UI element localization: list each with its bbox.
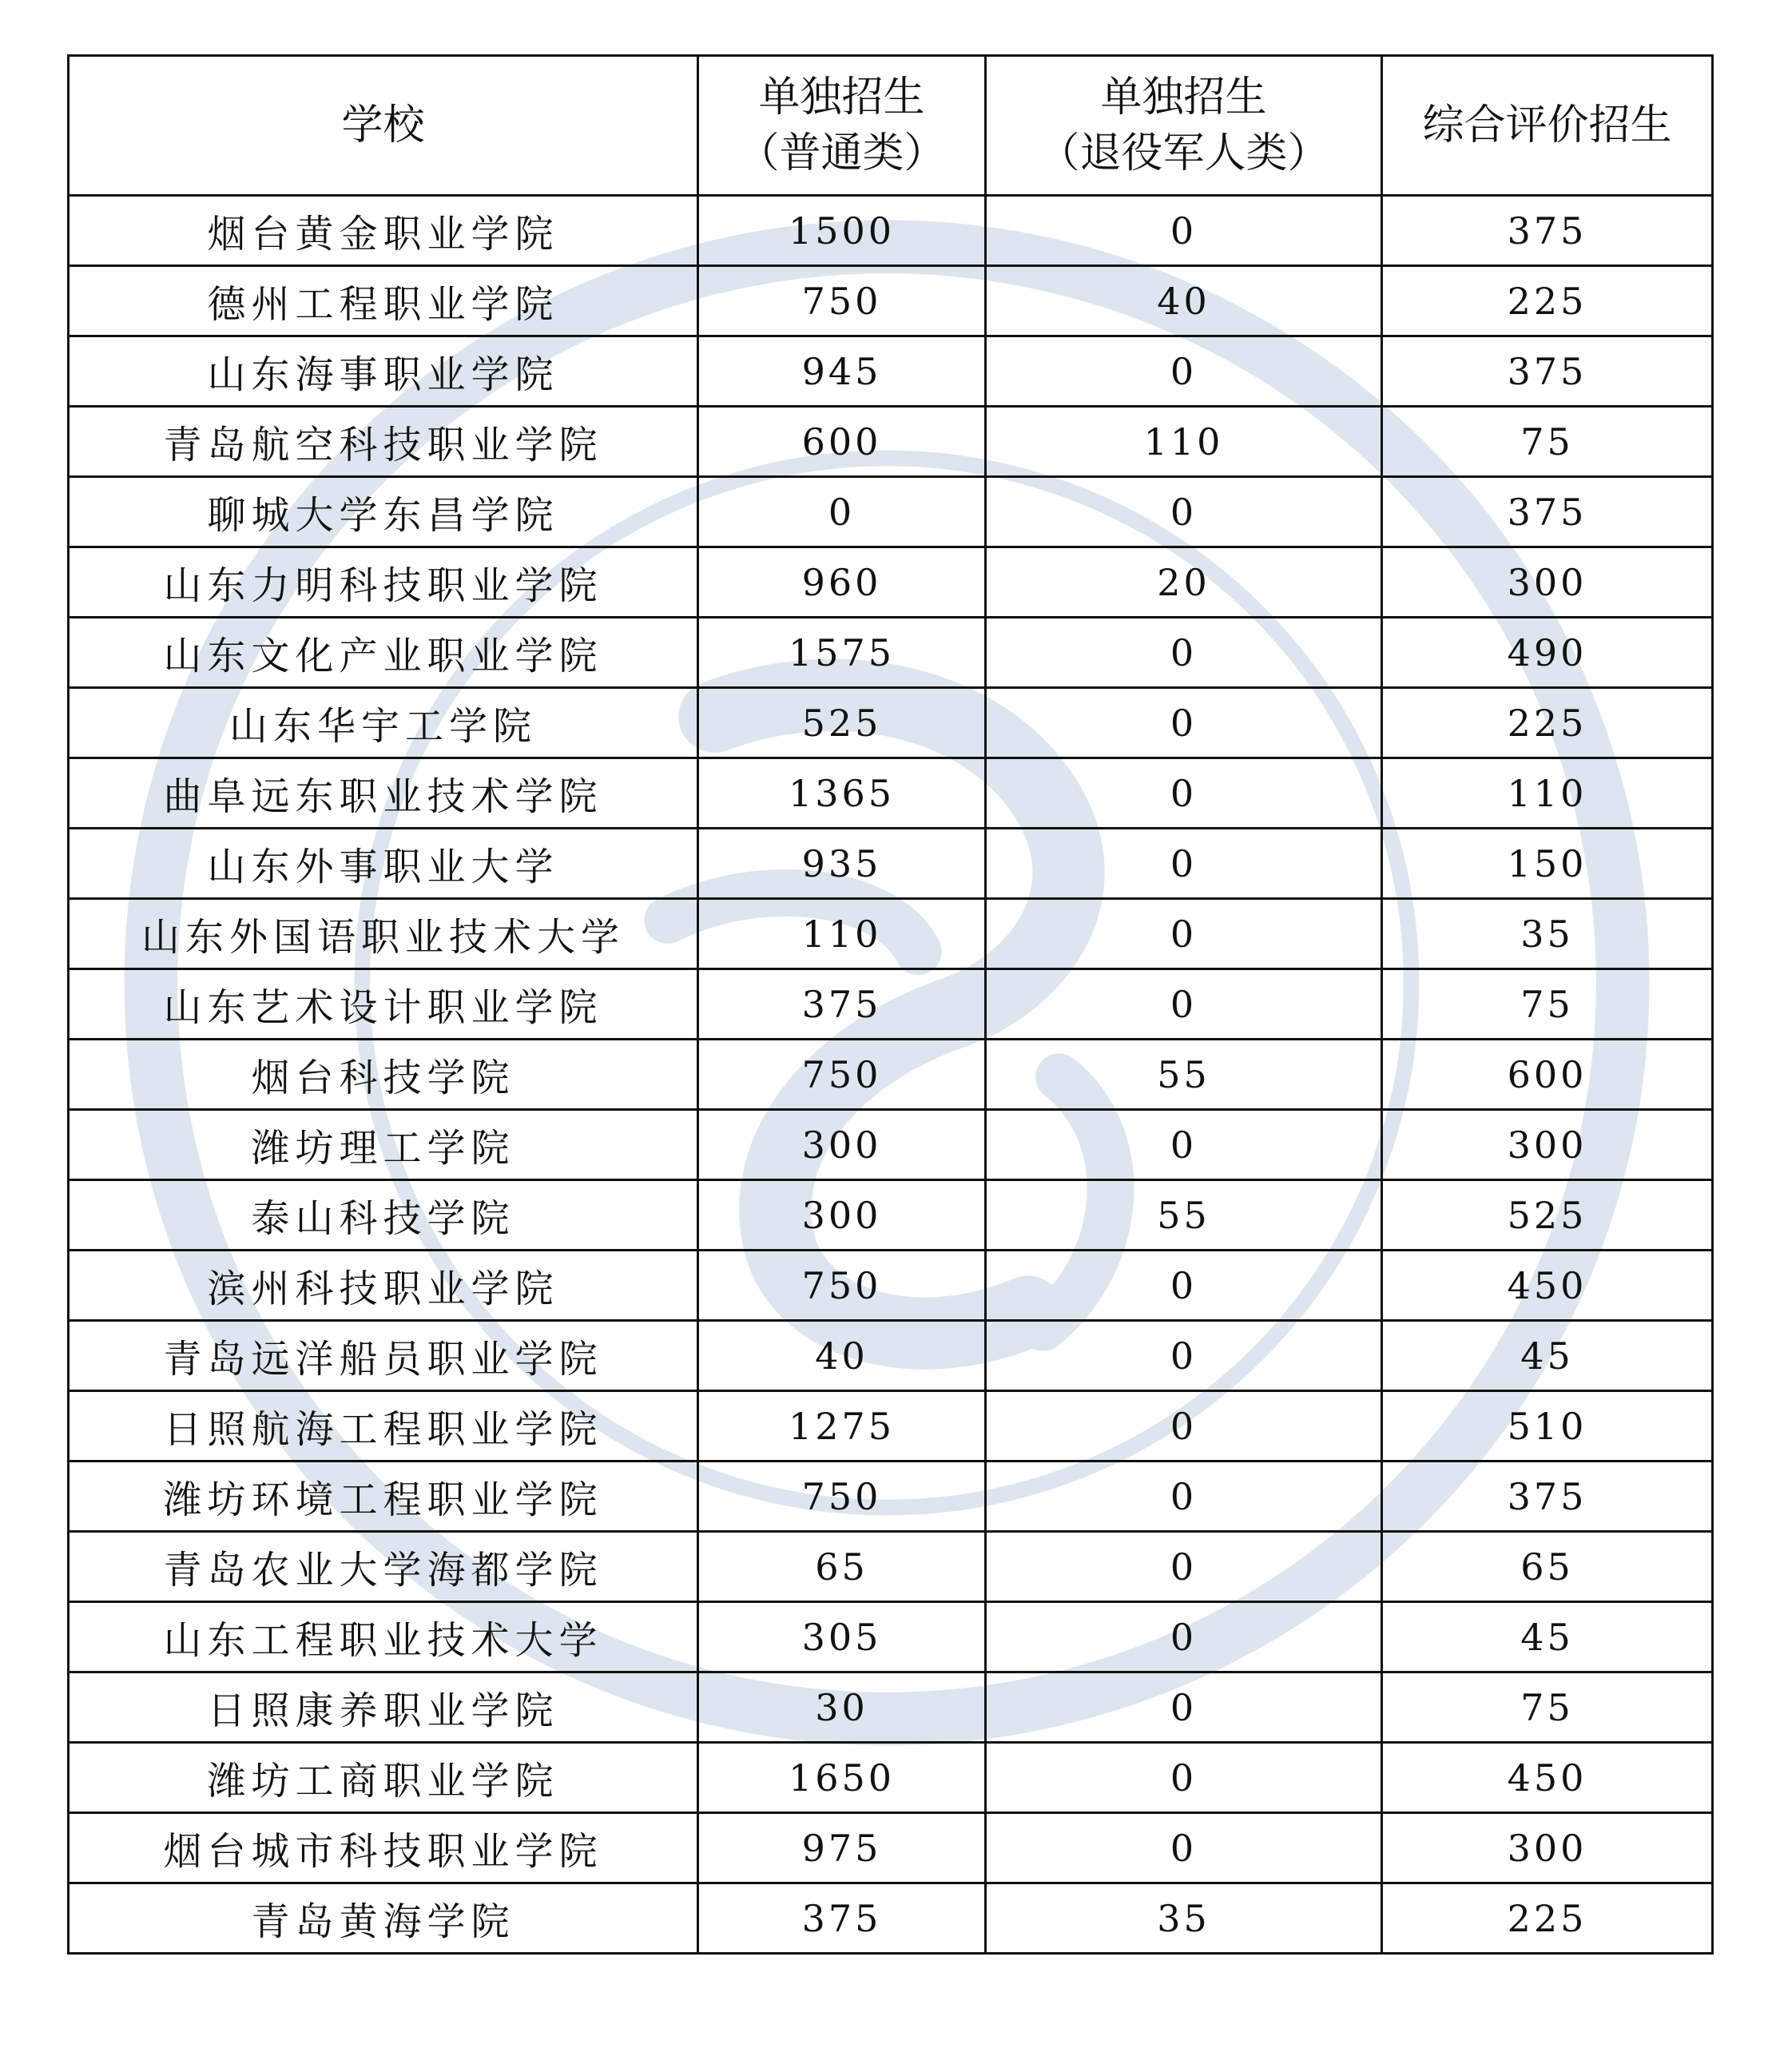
school-name-cell: 山东外国语职业技术大学	[69, 899, 698, 969]
general-admission-cell: 0	[698, 477, 986, 547]
comprehensive-admission-cell: 225	[1382, 1883, 1713, 1954]
general-admission-cell: 375	[698, 1883, 986, 1954]
comprehensive-admission-cell: 45	[1382, 1602, 1713, 1672]
admissions-sheet	[67, 54, 1711, 1955]
general-admission-cell: 935	[698, 829, 986, 899]
table-row	[69, 829, 1713, 899]
school-name-cell: 日照航海工程职业学院	[69, 1391, 698, 1462]
comprehensive-admission-cell: 300	[1382, 1813, 1713, 1883]
table-row	[69, 1883, 1713, 1954]
school-name-cell: 日照康养职业学院	[69, 1672, 698, 1743]
school-name-cell: 烟台黄金职业学院	[69, 196, 698, 266]
table-row	[69, 618, 1713, 688]
school-name-cell: 青岛远洋船员职业学院	[69, 1321, 698, 1391]
veteran-admission-cell: 0	[986, 1391, 1382, 1462]
header-veteran-line2: （退役军人类）	[1038, 129, 1329, 177]
veteran-admission-cell: 0	[986, 829, 1382, 899]
veteran-admission-cell: 0	[986, 1743, 1382, 1813]
table-row	[69, 1602, 1713, 1672]
comprehensive-admission-cell: 375	[1382, 1462, 1713, 1532]
school-name-cell: 潍坊环境工程职业学院	[69, 1462, 698, 1532]
comprehensive-admission-cell: 525	[1382, 1180, 1713, 1251]
veteran-admission-cell: 0	[986, 969, 1382, 1040]
table-row	[69, 758, 1713, 829]
comprehensive-admission-cell: 225	[1382, 688, 1713, 758]
school-name-cell: 泰山科技学院	[69, 1180, 698, 1251]
school-name-cell: 山东外事职业大学	[69, 829, 698, 899]
comprehensive-admission-cell: 75	[1382, 407, 1713, 477]
comprehensive-admission-cell: 110	[1382, 758, 1713, 829]
general-admission-cell: 110	[698, 899, 986, 969]
general-admission-cell: 1275	[698, 1391, 986, 1462]
veteran-admission-cell: 0	[986, 1602, 1382, 1672]
comprehensive-admission-cell: 375	[1382, 196, 1713, 266]
comprehensive-admission-cell: 600	[1382, 1040, 1713, 1110]
school-name-cell: 青岛农业大学海都学院	[69, 1532, 698, 1602]
header-school	[69, 56, 698, 196]
comprehensive-admission-cell: 450	[1382, 1251, 1713, 1321]
general-admission-cell: 40	[698, 1321, 986, 1391]
comprehensive-admission-cell: 65	[1382, 1532, 1713, 1602]
table-row	[69, 1813, 1713, 1883]
table-row	[69, 1743, 1713, 1813]
general-admission-cell: 65	[698, 1532, 986, 1602]
school-name-cell: 潍坊理工学院	[69, 1110, 698, 1180]
header-veteran-line1: 单独招生	[1100, 74, 1267, 121]
comprehensive-admission-cell: 225	[1382, 266, 1713, 336]
veteran-admission-cell: 0	[986, 1462, 1382, 1532]
general-admission-cell: 750	[698, 266, 986, 336]
veteran-admission-cell: 0	[986, 899, 1382, 969]
veteran-admission-cell: 0	[986, 477, 1382, 547]
header-general-line2: （普通类）	[737, 129, 946, 177]
school-name-cell: 山东力明科技职业学院	[69, 547, 698, 618]
general-admission-cell: 305	[698, 1602, 986, 1672]
table-row	[69, 196, 1713, 266]
general-admission-cell: 525	[698, 688, 986, 758]
school-name-cell: 青岛航空科技职业学院	[69, 407, 698, 477]
school-name-cell: 滨州科技职业学院	[69, 1251, 698, 1321]
general-admission-cell: 975	[698, 1813, 986, 1883]
table-row	[69, 1110, 1713, 1180]
comprehensive-admission-cell: 75	[1382, 969, 1713, 1040]
table-header-row	[69, 56, 1713, 196]
table-body	[69, 196, 1713, 1954]
comprehensive-admission-cell: 450	[1382, 1743, 1713, 1813]
table-row	[69, 1672, 1713, 1743]
school-name-cell: 烟台科技学院	[69, 1040, 698, 1110]
table-row	[69, 969, 1713, 1040]
general-admission-cell: 750	[698, 1251, 986, 1321]
table-row	[69, 336, 1713, 407]
general-admission-cell: 600	[698, 407, 986, 477]
veteran-admission-cell: 0	[986, 688, 1382, 758]
general-admission-cell: 300	[698, 1110, 986, 1180]
table-row	[69, 1321, 1713, 1391]
table-row	[69, 1532, 1713, 1602]
veteran-admission-cell: 0	[986, 758, 1382, 829]
comprehensive-admission-cell: 375	[1382, 336, 1713, 407]
school-name-cell: 山东海事职业学院	[69, 336, 698, 407]
header-comprehensive-admission	[1382, 56, 1713, 196]
veteran-admission-cell: 0	[986, 1672, 1382, 1743]
table-row	[69, 547, 1713, 618]
comprehensive-admission-cell: 45	[1382, 1321, 1713, 1391]
comprehensive-admission-cell: 510	[1382, 1391, 1713, 1462]
general-admission-cell: 945	[698, 336, 986, 407]
table-row	[69, 899, 1713, 969]
veteran-admission-cell: 0	[986, 1532, 1382, 1602]
table-row	[69, 477, 1713, 547]
school-name-cell: 德州工程职业学院	[69, 266, 698, 336]
veteran-admission-cell: 55	[986, 1180, 1382, 1251]
header-school-label: 学校	[341, 101, 425, 149]
veteran-admission-cell: 40	[986, 266, 1382, 336]
veteran-admission-cell: 0	[986, 1321, 1382, 1391]
veteran-admission-cell: 0	[986, 1110, 1382, 1180]
veteran-admission-cell: 55	[986, 1040, 1382, 1110]
comprehensive-admission-cell: 300	[1382, 1110, 1713, 1180]
veteran-admission-cell: 110	[986, 407, 1382, 477]
comprehensive-admission-cell: 490	[1382, 618, 1713, 688]
school-name-cell: 山东文化产业职业学院	[69, 618, 698, 688]
general-admission-cell: 1650	[698, 1743, 986, 1813]
table-row	[69, 1180, 1713, 1251]
comprehensive-admission-cell: 75	[1382, 1672, 1713, 1743]
table-row	[69, 1251, 1713, 1321]
veteran-admission-cell: 0	[986, 618, 1382, 688]
admissions-table	[67, 54, 1714, 1955]
table-row	[69, 1391, 1713, 1462]
header-general-line1: 单独招生	[758, 74, 925, 121]
comprehensive-admission-cell: 35	[1382, 899, 1713, 969]
table-row	[69, 1462, 1713, 1532]
veteran-admission-cell: 0	[986, 1813, 1382, 1883]
general-admission-cell: 960	[698, 547, 986, 618]
comprehensive-admission-cell: 375	[1382, 477, 1713, 547]
general-admission-cell: 1575	[698, 618, 986, 688]
general-admission-cell: 300	[698, 1180, 986, 1251]
table-row	[69, 1040, 1713, 1110]
school-name-cell: 潍坊工商职业学院	[69, 1743, 698, 1813]
veteran-admission-cell: 0	[986, 336, 1382, 407]
table-row	[69, 266, 1713, 336]
general-admission-cell: 1500	[698, 196, 986, 266]
veteran-admission-cell: 0	[986, 196, 1382, 266]
general-admission-cell: 750	[698, 1462, 986, 1532]
header-veteran-admission	[986, 56, 1382, 196]
school-name-cell: 山东艺术设计职业学院	[69, 969, 698, 1040]
general-admission-cell: 375	[698, 969, 986, 1040]
veteran-admission-cell: 0	[986, 1251, 1382, 1321]
school-name-cell: 曲阜远东职业技术学院	[69, 758, 698, 829]
general-admission-cell: 1365	[698, 758, 986, 829]
school-name-cell: 山东华宇工学院	[69, 688, 698, 758]
general-admission-cell: 750	[698, 1040, 986, 1110]
table-row	[69, 407, 1713, 477]
comprehensive-admission-cell: 300	[1382, 547, 1713, 618]
comprehensive-admission-cell: 150	[1382, 829, 1713, 899]
school-name-cell: 聊城大学东昌学院	[69, 477, 698, 547]
general-admission-cell: 30	[698, 1672, 986, 1743]
veteran-admission-cell: 20	[986, 547, 1382, 618]
school-name-cell: 青岛黄海学院	[69, 1883, 698, 1954]
school-name-cell: 烟台城市科技职业学院	[69, 1813, 698, 1883]
school-name-cell: 山东工程职业技术大学	[69, 1602, 698, 1672]
veteran-admission-cell: 35	[986, 1883, 1382, 1954]
header-general-admission	[698, 56, 986, 196]
table-row	[69, 688, 1713, 758]
header-comprehensive-label: 综合评价招生	[1422, 101, 1672, 149]
